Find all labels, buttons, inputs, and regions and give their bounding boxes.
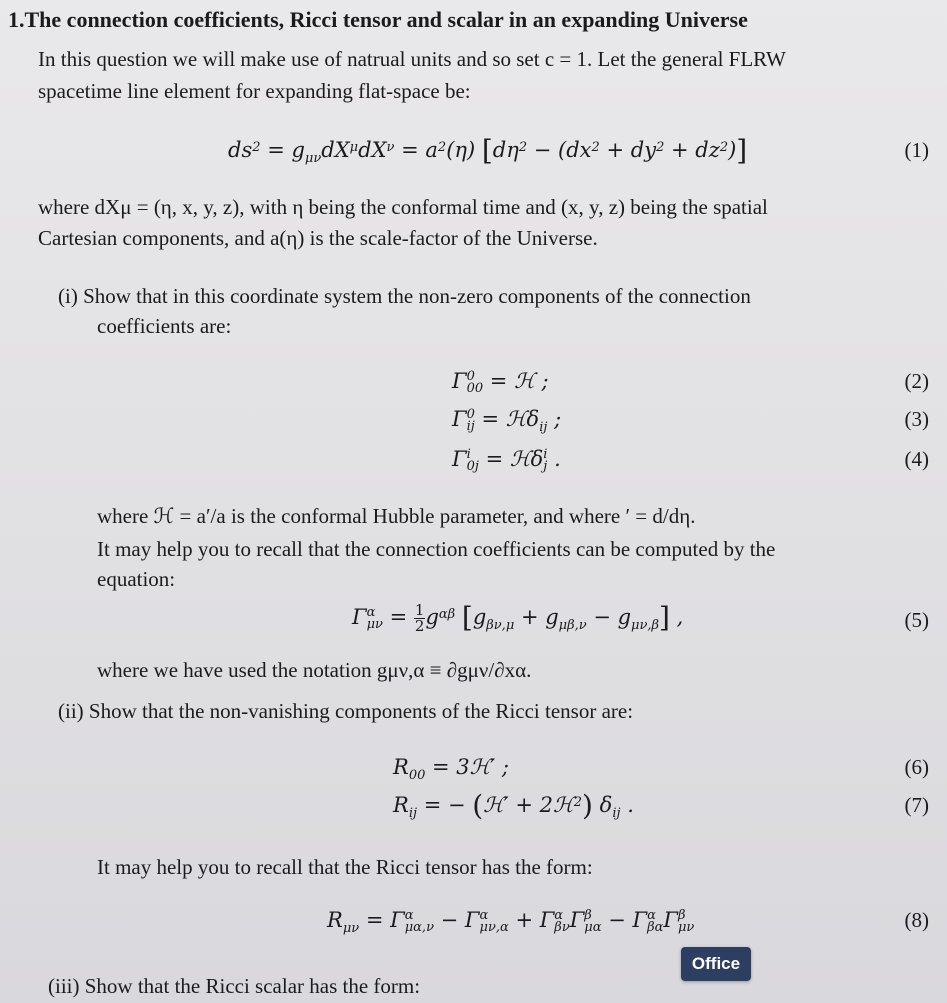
equation-4-christoffel-i0j: Γ i 0j = ℋδ i j . [452,446,561,474]
intro-line-1: In this question we will make use of natrual units and so set c = 1. Let the general FLRW [38,47,786,71]
equation-number-3: (3) [904,407,929,431]
part-i-where-line-1: where ℋ = a′/a is the conformal Hubble parameter, and where ′ = d/dη. [97,504,696,528]
equation-5-connection-formula: Γ α μν = $\frac{1}{2}$ $g^{\alpha\beta}$ $[g_{\beta\nu,\mu} + g_{\mu\beta,\nu} - g_{\mu\nu,\beta}]$ , [352,601,684,635]
notation-line: where we have used the notation gμν,α ≡ ∂gμν/∂xα. [97,658,532,682]
equation-7-ricci-ij: $R_{ij}$ = − (ℋ′ + 2ℋ$^2$) $\delta_{ij}$ . [393,789,634,822]
after-eq1-line-1: where dXμ = (η, x, y, z), with η being the conformal time and (x, y, z) being the spatial [38,195,768,219]
equation-number-2: (2) [904,369,929,393]
equation-2-christoffel-000: Γ 0 00 = ℋ ; [452,368,549,396]
question-heading: 1.The connection coefficients, Ricci tensor and scalar in an expanding Universe [8,7,748,32]
equation-number-1: (1) [904,138,929,162]
part-iii-line: (iii) Show that the Ricci scalar has the form: [48,974,421,998]
equation-8-ricci-tensor-form: $R_{\mu\nu} = \Gamma$ α μα,ν − Γ α μν,α + Γ α βν Γ β μα − Γ α βα Γ β μν [327,907,695,936]
equation-number-7: (7) [904,793,929,817]
ricci-recall-line: It may help you to recall that the Ricci tensor has the form: [97,855,593,879]
equation-number-5: (5) [904,608,929,632]
office-button[interactable]: Office [681,947,751,981]
equation-6-ricci-00: $R_{00}$ = 3ℋ′ ; [393,755,509,783]
equation-1-line-element: $ds^2 = g_{\mu\nu}dX^\mu dX^\nu = a^2(\eta) [d\eta^2 - (dx^2 + dy^2 + dz^2)]$ [228,134,748,167]
intro-line-2: spacetime line element for expanding flat-space be: [38,79,471,103]
part-i-where-line-2: It may help you to recall that the connection coefficients can be computed by the [97,537,776,561]
equation-3-christoffel-0ij: Γ 0 ij = ℋδ$_{ij}$ ; [452,406,562,435]
part-i-line-2: coefficients are: [97,314,232,338]
equation-number-8: (8) [904,908,929,932]
part-ii-line: (ii) Show that the non-vanishing components of the Ricci tensor are: [58,699,634,723]
after-eq1-line-2: Cartesian components, and a(η) is the scale-factor of the Universe. [38,226,598,250]
equation-number-6: (6) [904,755,929,779]
part-i-where-line-3: equation: [97,567,176,591]
part-i-line-1: (i) Show that in this coordinate system the non-zero components of the connection [58,284,751,308]
equation-number-4: (4) [904,447,929,471]
